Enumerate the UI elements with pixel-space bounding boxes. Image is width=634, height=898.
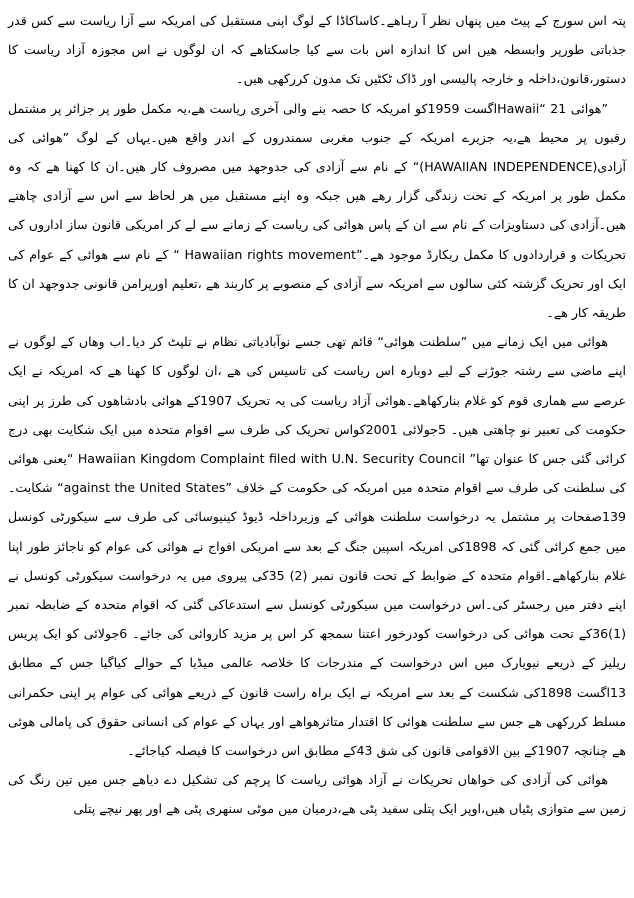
paragraph-kasakada-constitution: پتہ اس سورج کے پیٹ میں پنھاں نظر آ رہاھے۔کاساکاڈا کے لوگ اپنی مستقبل کی امریکہ سے آزا ریاست سے کس قدر جذباتی طورپر وابسطہ ھیں اس کا اندازہ اس بات سے کیا جاسکتاھے کہ ان لوگوں نے اس مجوزہ آزاد ریاست کا دستور،قانون،داخلہ و خارجہ پالیسی اور ڈاک ٹکٹیں تک مدون کررکھی ھیں۔ bbox=[8, 13, 626, 87]
paragraph-hawaii-flag: ھوائی کی آزادی کی خواھاں تحریکات نے آزاد ھوائی ریاست کا پرچم کی تشکیل دے دیاھے جس میں تین رنگ کی زمین سے متوازی پٹیاں ھیں،اوپر ایک پتلی سفید پٹی ھے،درمیان میں موٹی سنھری پٹی ھے اور پھر نیچے پتلی bbox=[8, 772, 626, 817]
paragraph-hawaii-independence: ”ھوائی Hawaii“ 21اگست 1959کو امریکہ کا حصہ بنے والی آخری ریاست ھے،یہ مکمل طور پر جزائر پر مشتمل رقبوں پر محیط ھے،یہ جزیرے امریکہ کے جنوب مغربی سمندروں کے اندر واقع ھیں۔یہاں کے لوگ ”ھوائی کی آزادی(HAWAIIAN INDEPENDENCE)“ کے نام سے آزادی کی جدوجھد میں مصروف کار ھیں۔ان کا کھنا ھے کہ وہ مکمل طور پر امریکہ کے تحت زندگی گزار رھے ھیں جبکہ وہ اپنے مستقبل میں ھر لحاظ سے اس سے آزادی چاھتے ھیں۔آزادی کی دستاویزات کے نام سے ان کے پاس ھوائی کی ریاست کے زمانے سے لے کر امریکی قانون ساز اداروں کی تحریکات و قراردادوں کا مکمل ریکارڈ موجود ھے۔”Hawaiian rights movement “ کے نام سے ھوائی کے عوام کی ایک اور تحریک گزشتہ کئی سالوں سے امریکہ سے آزادی کے منصوبے پر کاربند ھے ،تعلیم اورپرامن قانونی جدوجھد ان کا طریقہ کار ھے۔ bbox=[8, 100, 627, 321]
paragraph-hawaiian-kingdom-complaint: ھوائی میں ایک زمانے میں ”سلطنت ھوائی“ قائم تھی جسے نوآبادیاتی نظام نے تلپٹ کر دیا۔اب وھاں کے لوگوں نے اپنے ماضی سے رشتہ جوڑنے کے لیے دوبارہ اس ریاست کی تاسیس کی ھے ،ان لوگوں کا کھنا ھے کہ امریکہ نے ایک عرصے سے ھماری قوم کو غلام بنارکھاھے۔ھوائی آزاد ریاست کی یہ تحریک 1907کے ھوائی بادشاھوں کی طرز پر اپنی حکومت کی تعبیر نو چاھتی ھیں۔ 5جولائی 2001کواس تحریک کی طرف سے اقوام متحدہ میں ایک شکایت بھی درج کرائی گئی جس کا عنوان تھا” Hawaiian Kingdom Complaint filed with U.N. Security Council “یعنی ھوائی کی سلطنت کی طرف سے اقوام متحدہ میں امریکہ کی حکومت کے خلاف ”against the United States“ شکایت۔139صفحات پر مشتمل یہ درخواست سلطنت ھوائی کے وزیرداخلہ ڈیوڈ کینیوسائی کی طرف سے سیکورٹی کونسل میں جمع کرائی گئی کہ 1898کی امریکہ اسپین جنگ کے بعد سے امریکی افواج نے ھوائی کی عوام کو ناجائز طور اپنا غلام بنارکھاھے۔اقوام متحدہ کے ضوابط کے تحت قانون نمبر (2) 35کی پیروی میں یہ درخواست سیکورٹی کونسل نے اپنے دفتر میں رجسٹر کی۔اس درخواست میں سیکورٹی کونسل سے استدعاکی گئی کہ اقوام متحدہ کے ضابطہ نمبر (1)36کے تحت ھوائی کی درخواست کودرخور اعتنا سمجھ کر اس پر مزید کاروائی کی جائے۔ 6جولائی کو ایک پریس ریلیز کے ذریعے نیویارک میں اس درخواست کے مندرجات کا خلاصہ عالمی میڈیا کے حوالے کیاگیا جس کے مطابق 13اگست 1898کی شکست کے بعد سے امریکہ نے ایک براہ راست قانون کے ذریعے ھوائی کی عوام پر اپنی حکمرانی مسلط کررکھی ھے جس سے سلطنت ھوائی کا اقتدار متاثرھواھے اور یہاں کے عوام کی انسانی حقوق کی پامالی ھوئی ھے چنانچہ 1907کے بین الاقوامی قانون کی شق 43کے مطابق اس درخواست کا فیصلہ کیاجائے۔ bbox=[8, 334, 627, 759]
